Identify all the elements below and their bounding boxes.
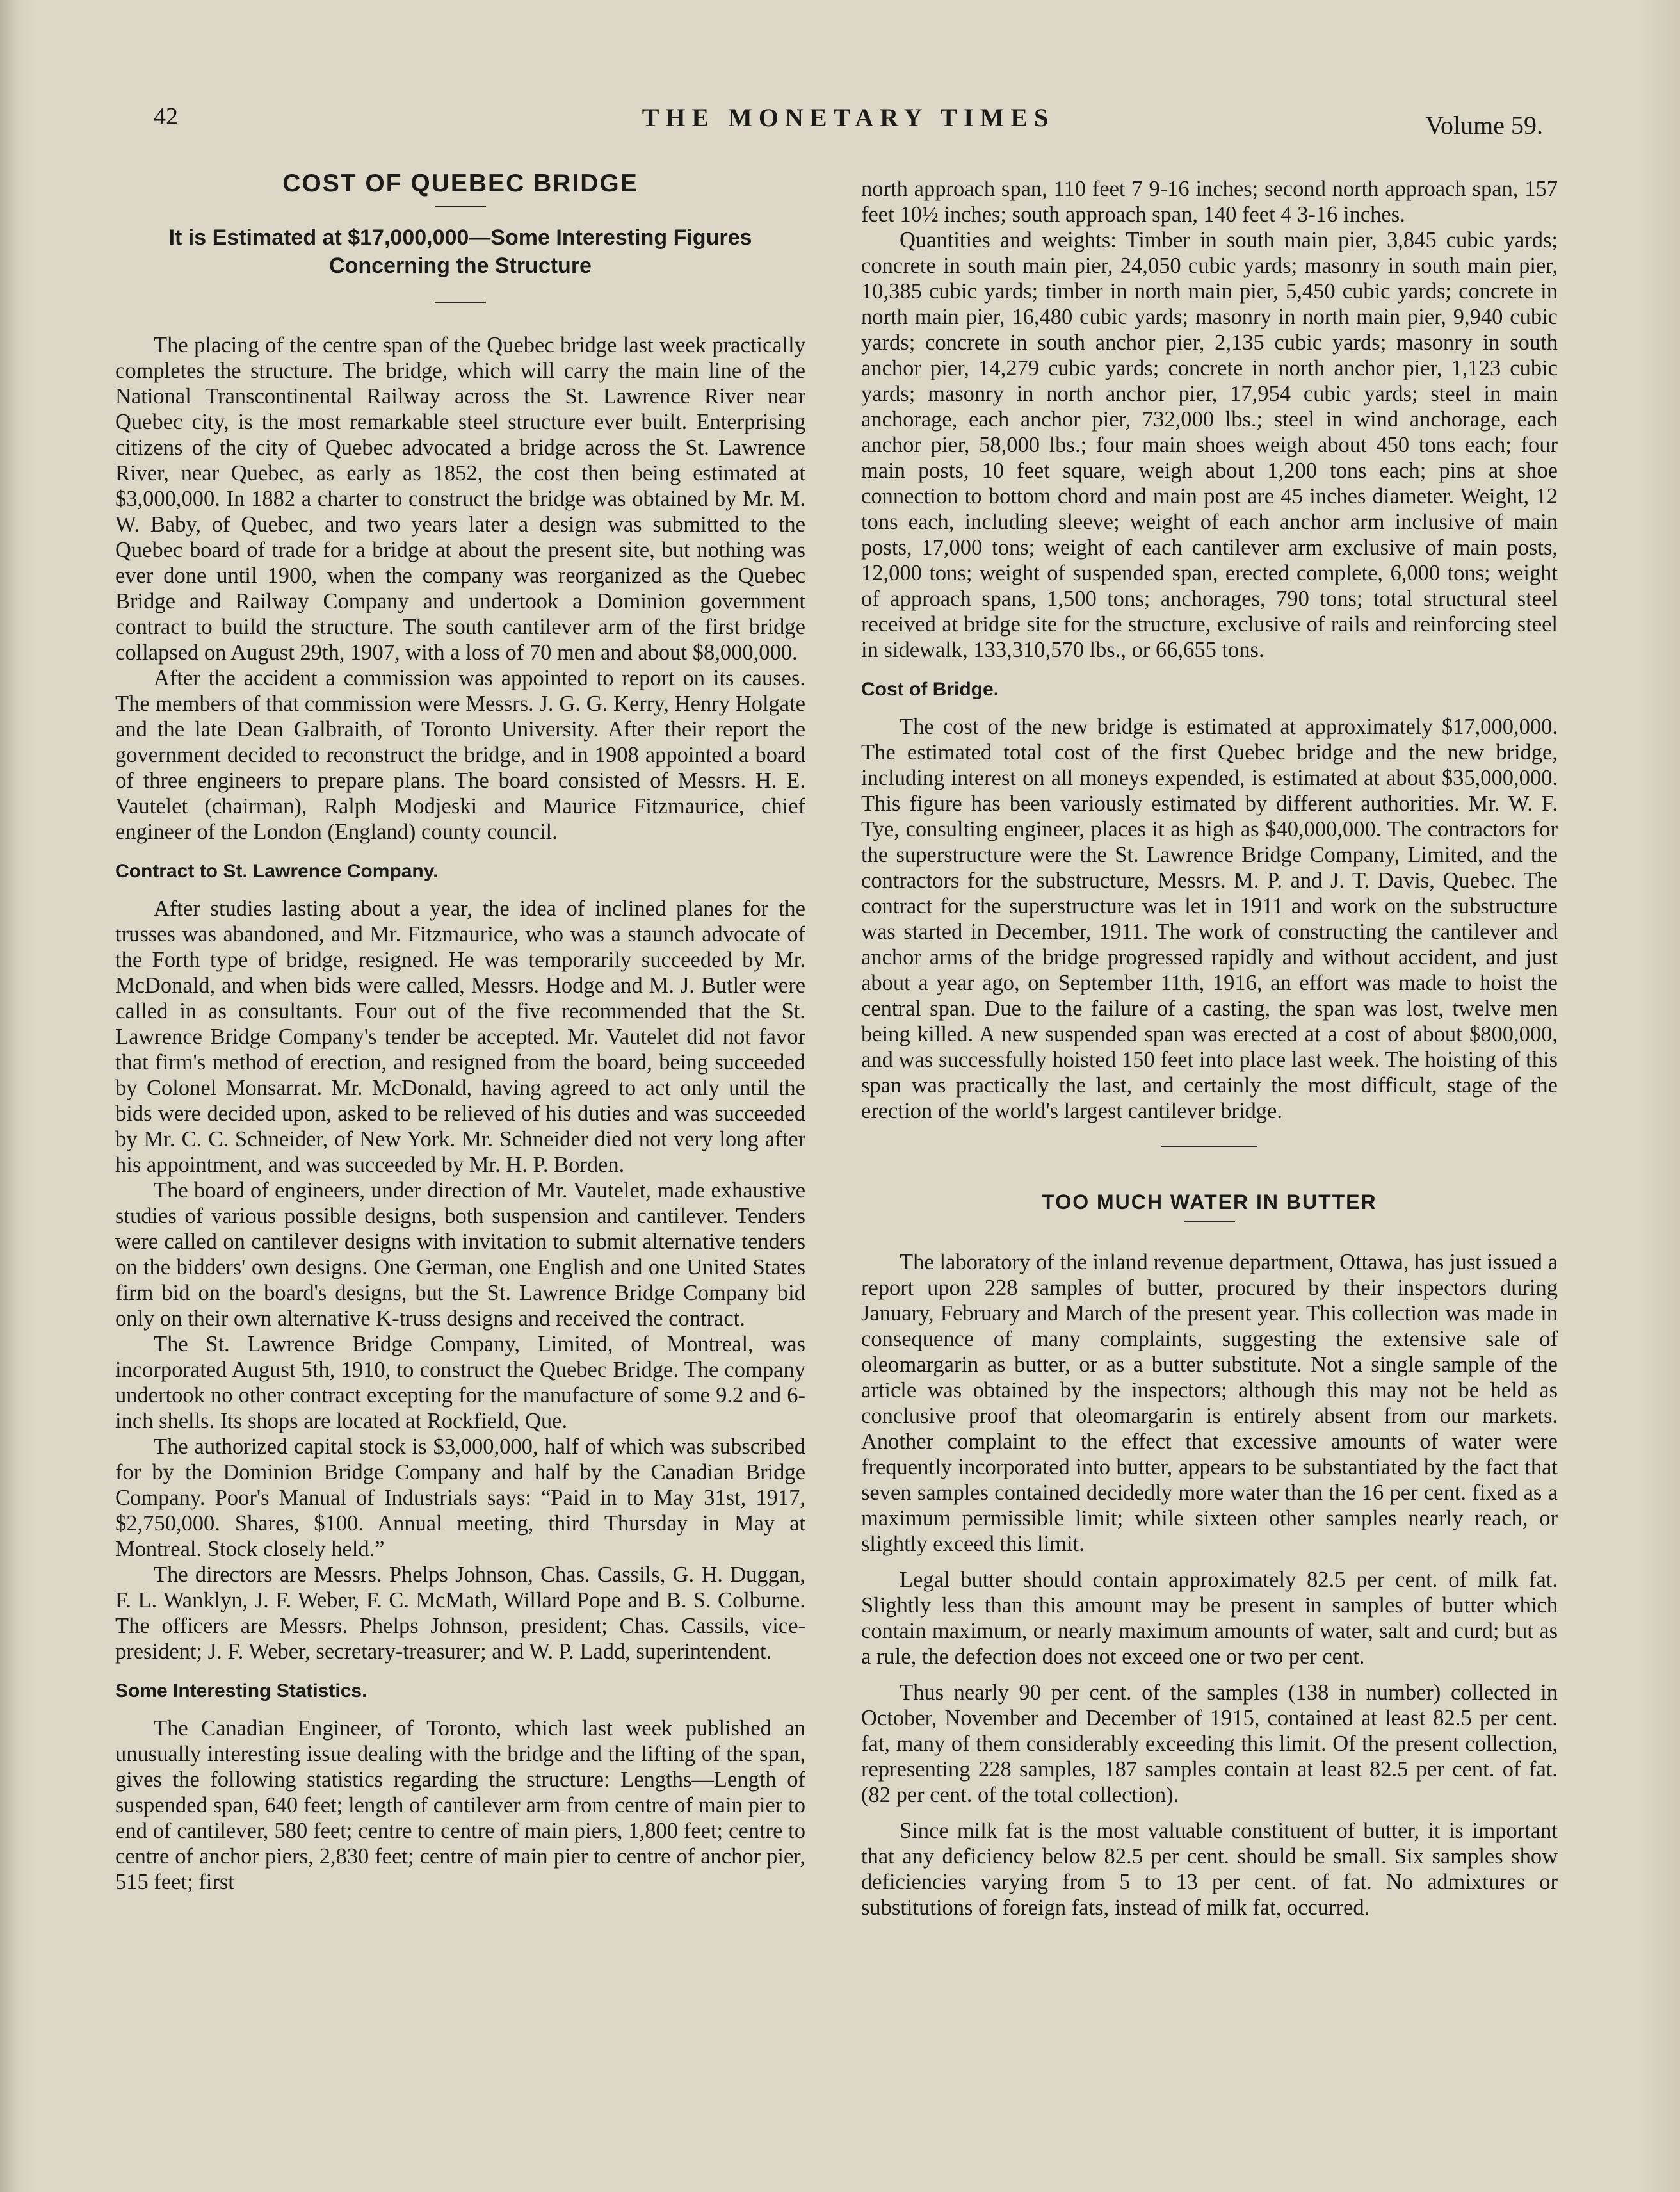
- left-column: [115, 163, 805, 1895]
- article-deck: It is Estimated at $17,000,000—Some Interesting Figures Concerning the Structure: [168, 225, 752, 278]
- right-column: [861, 176, 1558, 1920]
- article-title-butter: TOO MUCH WATER IN BUTTER: [1042, 1190, 1377, 1214]
- butter-paragraph: Since milk fat is the most valuable constituent of butter, it is important that any deficiency below 82.5 per cent. should be small. Six samples show deficiencies varying from 5 to 13 per cent. of fat. No admixtures or substitutions of foreign fats, instead of milk fat, occurred.: [861, 1819, 1558, 1920]
- subhead-cost: Cost of Bridge.: [861, 679, 999, 700]
- subhead-statistics: Some Interesting Statistics.: [115, 1680, 368, 1701]
- volume-label: Volume 59.: [1425, 111, 1543, 140]
- journal-title: THE MONETARY TIMES: [642, 103, 1055, 132]
- contract-paragraph: The authorized capital stock is $3,000,000, half of which was subscribed for by the Dominion Bridge Company and half by the Canadian Bridge Company. Poor's Manual of Industrials says: “Paid in to May 31st, 1917, $2,750,000. Shares, $100. Annual meeting, third Thursday in May at Montreal. Stock closely held.”: [115, 1434, 805, 1561]
- intro-paragraph: After the accident a commission was appointed to report on its causes. The members of that commission were Messrs. J. G. G. Kerry, Henry Holgate and the late Dean Galbraith, of Toronto University. After their report the government decided to reconstruct the bridge, and in 1908 appointed a board of three engineers to prepare plans. The board consisted of Messrs. H. E. Vautelet (chairman), Ralph Modjeski and Maurice Fitzmaurice, chief engineer of the London (England) county council.: [115, 666, 805, 844]
- contract-paragraph: The directors are Messrs. Phelps Johnson, Chas. Cassils, G. H. Duggan, F. L. Wanklyn, J. F. Weber, F. C. McMath, Willard Pope and B. S. Colburne. The officers are Messrs. Phelps Johnson, president; Chas. Cassils, vice-president; J. F. Weber, secretary-treasurer; and W. P. Ladd, superintendent.: [115, 1563, 805, 1664]
- article-separator: [1161, 1146, 1257, 1147]
- intro-paragraph: The placing of the centre span of the Quebec bridge last week practically completes the structure. The bridge, which will carry the main line of the National Transcontinental Railway across the St. Lawrence River near Quebec city, is the most remarkable steel structure ever built. Enterprising citizens of the city of Quebec advocated a bridge across the St. Lawrence River, near Quebec, as early as 1852, the cost then being estimated at $3,000,000. In 1882 a charter to construct the bridge was obtained by Mr. M. W. Baby, of Quebec, and two years later a design was submitted to the Quebec board of trade for a bridge at about the present site, but nothing was ever done until 1900, when the company was reorganized as the Quebec Bridge and Railway Company and undertook a Dominion government contract to build the structure. The south cantilever arm of the first bridge collapsed on August 29th, 1907, with a loss of 70 men and about $8,000,000.: [115, 333, 805, 665]
- contract-paragraph: The board of engineers, under direction of Mr. Vautelet, made exhaustive studies of various possible designs, both suspension and cantilever. Tenders were called on cantilever designs with invitation to submit alternative tenders on the bidders' own designs. One German, one English and one United States firm bid on the board's designs, but the St. Lawrence Bridge Company bid only on their own alternative K-truss designs and received the contract.: [115, 1178, 805, 1331]
- deck-rule: [435, 302, 486, 303]
- article-title-quebec-bridge: COST OF QUEBEC BRIDGE: [282, 170, 638, 197]
- butter-paragraph: Legal butter should contain approximately 82.5 per cent. of milk fat. Slightly less than this amount may be present in samples of butter which contain maximum, or nearly maximum amounts of water, salt and curd; but as a rule, the defection does not exceed one or two per cent.: [861, 1568, 1558, 1669]
- running-head: [154, 96, 1543, 141]
- cost-paragraph: The cost of the new bridge is estimated at approximately $17,000,000. The estimated total cost of the first Quebec bridge and the new bridge, including interest on all moneys expended, is estimated at about $35,000,000. This figure has been variously estimated by different authorities. Mr. W. F. Tye, consulting engineer, places it as high as $40,000,000. The contractors for the superstructure were the St. Lawrence Bridge Company, Limited, and the contractors for the substructure, Messrs. M. P. and J. T. Davis, Quebec. The contract for the superstructure was let in 1911 and work on the substructure was started in December, 1911. The work of constructing the cantilever and anchor arms of the bridge progressed rapidly and without accident, and just about a year ago, on September 11th, 1916, an effort was made to hoist the central span. Due to the failure of a casting, the span was lost, twelve men being killed. A new suspended span was erected at a cost of about $800,000, and was successfully hoisted 150 feet into place last week. The hoisting of this span was practically the last, and certainly the most difficult, stage of the erection of the world's largest cantilever bridge.: [861, 715, 1558, 1123]
- page-number: 42: [154, 103, 178, 130]
- contract-paragraph: The St. Lawrence Bridge Company, Limited, of Montreal, was incorporated August 5th, 1910, to construct the Quebec Bridge. The company undertook no other contract excepting for the manufacture of some 9.2 and 6-inch shells. Its shops are located at Rockfield, Que.: [115, 1332, 805, 1433]
- statistics-paragraph: The Canadian Engineer, of Toronto, which last week published an unusually interesting issue dealing with the bridge and the lifting of the span, gives the following statistics regarding the structure: Lengths—Length of suspended span, 640 feet; length of cantilever arm from centre of main pier to end of cantilever, 580 feet; centre to centre of main piers, 1,800 feet; centre to centre of anchor piers, 2,830 feet; centre of main pier to centre of anchor pier, 515 feet; first: [115, 1716, 805, 1894]
- contract-paragraph: After studies lasting about a year, the idea of inclined planes for the trusses was abandoned, and Mr. Fitzmaurice, who was a staunch advocate of the Forth type of bridge, resigned. He was temporarily succeeded by Mr. McDonald, and when bids were called, Messrs. Hodge and M. J. Butler were called in as consultants. Four out of the five recommended that the St. Lawrence Bridge Company's tender be accepted. Mr. Vautelet did not favor that firm's method of erection, and resigned from the board, being succeeded by Colonel Monsarrat. Mr. McDonald, having agreed to act only until the bids were decided upon, asked to be relieved of his duties and was succeeded by Mr. C. C. Schneider, of New York. Mr. Schneider died not very long after his appointment, and was succeeded by Mr. H. P. Borden.: [115, 897, 805, 1177]
- quantities-paragraph: Quantities and weights: Timber in south main pier, 3,845 cubic yards; concrete in south main pier, 24,050 cubic yards; masonry in south main pier, 10,385 cubic yards; timber in north main pier, 5,450 cubic yards; concrete in north main pier, 16,480 cubic yards; masonry in north main pier, 9,940 cubic yards; concrete in south anchor pier, 2,135 cubic yards; masonry in south anchor pier, 14,279 cubic yards; concrete in north anchor pier, 1,123 cubic yards; masonry in north anchor pier, 17,954 cubic yards; steel in main anchorage, each anchor pier, 732,000 lbs.; steel in wind anchorage, each anchor pier, 58,000 lbs.; four main shoes weigh about 450 tons each; four main posts, 10 feet square, weigh about 1,200 tons each; pins at shoe connection to bottom chord and main post are 45 inches diameter. Weight, 12 tons each, including sleeve; weight of each anchor arm inclusive of main posts, 17,000 tons; weight of each cantilever arm exclusive of main posts, 12,000 tons; weight of suspended span, erected complete, 6,000 tons; weight of approach spans, 1,500 tons; anchorages, 790 tons; total structural steel received at bridge site for the structure, exclusive of rails and reinforcing steel in sidewalk, 133,310,570 lbs., or 66,655 tons.: [861, 228, 1558, 662]
- butter-paragraph: The laboratory of the inland revenue department, Ottawa, has just issued a report upon 228 samples of butter, procured by their inspectors during January, February and March of the present year. This collection was made in consequence of many complaints, suggesting the extensive sale of oleomargarin as butter, or as a butter substitute. Not a single sample of the article was obtained by the inspectors; although this may not be held as conclusive proof that oleomargarin is entirely absent from our markets. Another complaint to the effect that excessive amounts of water were frequently incorporated into butter, appears to be substantiated by the fact that seven samples contained decidedly more water than the 16 per cent. fixed as a maximum permissible limit; while sixteen other samples nearly reach, or slightly exceed this limit.: [861, 1250, 1558, 1556]
- statistics-continued: north approach span, 110 feet 7 9-16 inches; second north approach span, 157 feet 10½ inches; south approach span, 140 feet 4 3-16 inches.: [861, 177, 1558, 227]
- title-rule: [435, 206, 486, 207]
- title-rule: [1184, 1221, 1235, 1222]
- butter-paragraph: Thus nearly 90 per cent. of the samples (138 in number) collected in October, November and December of 1915, contained at least 82.5 per cent. fat, many of them considerably exceeding this limit. Of the present collection, representing 228 samples, 187 samples contain at least 82.5 per cent. of fat. (82 per cent. of the total collection).: [861, 1680, 1558, 1807]
- subhead-contract: Contract to St. Lawrence Company.: [115, 861, 439, 882]
